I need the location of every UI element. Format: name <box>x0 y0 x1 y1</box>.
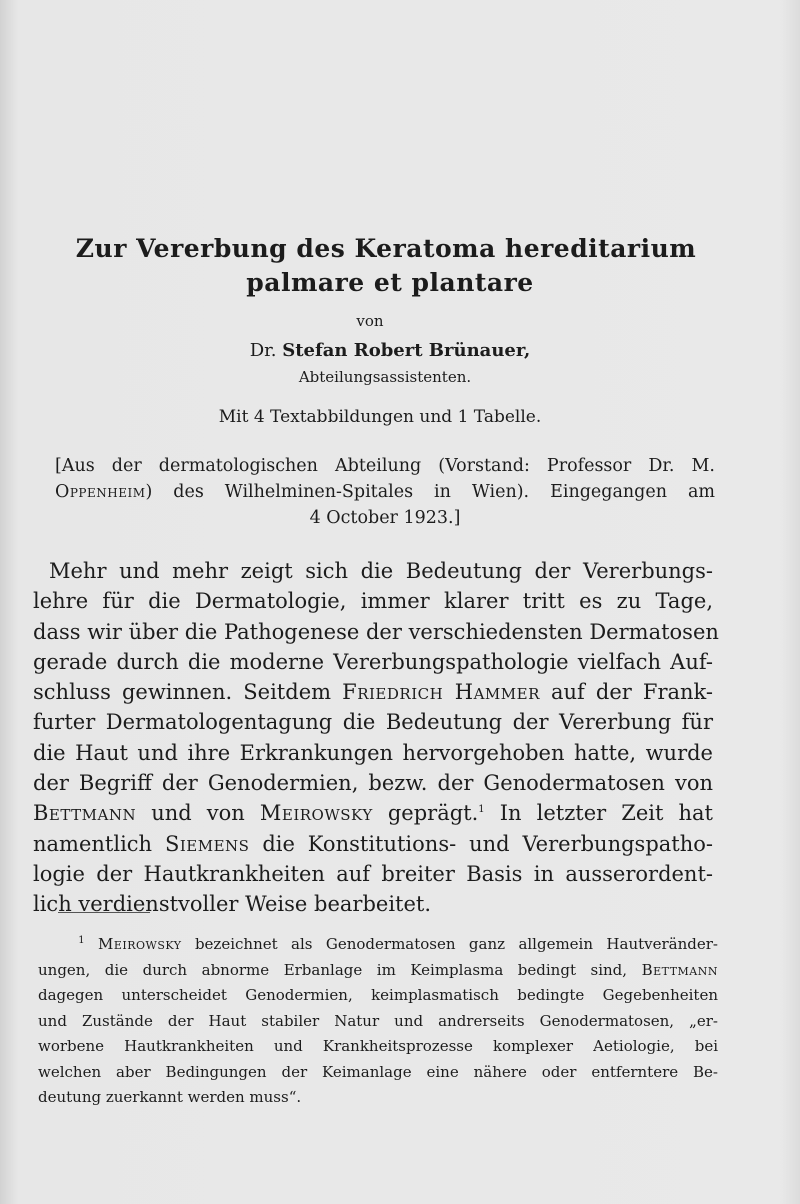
body-text: auf der Frank- <box>550 680 713 705</box>
body-line <box>33 677 713 707</box>
person-meirowsky: Meirowsky <box>259 801 373 826</box>
person-siemens: Siemens <box>164 831 250 856</box>
body-line: furter Dermatologentagung die Bedeutung der Vererbung für <box>33 710 713 735</box>
body-line: gerade durch die moderne Vererbungspathologie vielfach Auf- <box>33 649 713 674</box>
affiliation-line-1: [Aus der dermatologischen Abteilung (Vorstand: Professor Dr. M. <box>55 456 715 476</box>
footnote-line <box>38 932 718 958</box>
footnote-line: dagegen unterscheidet Genodermien, keimplasmatisch bedingte Gegebenheiten <box>38 986 718 1004</box>
footnote-text: ungen, die durch abnorme Erbanlage im Keimplasma bedingt sind, <box>38 960 628 979</box>
title-line-1: Zur Vererbung des Keratoma hereditarium <box>75 234 697 263</box>
body-line <box>33 829 713 859</box>
affiliation-line-3: 4 October 1923.] <box>309 508 461 528</box>
body-line: Mehr und mehr zeigt sich die Bedeutung der Vererbungs- <box>49 559 713 583</box>
figures-note: Mit 4 Textabbildungen und 1 Tabelle. <box>218 407 542 427</box>
author <box>150 340 630 361</box>
body-line: lehre für die Dermatologie, immer klarer tritt es zu Tage, <box>33 589 713 614</box>
body-text: In letzter Zeit hat <box>499 801 713 826</box>
footnote-line <box>38 958 718 984</box>
body-text: namentlich <box>33 831 153 856</box>
author-prefix: Dr. <box>249 340 277 361</box>
affiliation-line-2-rest: ) des Wilhelminen-Spitales in Wien). Eingegangen am <box>145 482 715 502</box>
footnote-divider <box>58 912 150 913</box>
footnote-line: deutung zuerkannt werden muss“. <box>38 1088 302 1106</box>
person-oppenheim: Oppenheim <box>55 482 146 502</box>
person-hammer: Friedrich Hammer <box>342 680 540 705</box>
person-bettmann-footnote: Bettmann <box>641 960 718 979</box>
body-line: lich verdienstvoller Weise bearbeitet. <box>33 892 432 917</box>
footnote-line: und Zustände der Haut stabiler Natur und andrerseits Genodermatosen, „er- <box>38 1011 718 1030</box>
title-line-2: palmare et plantare <box>246 268 534 297</box>
body-line: die Haut und ihre Erkrankungen hervorgehoben hatte, wurde <box>33 740 713 765</box>
body-text: schluss gewinnen. Seitdem <box>33 680 332 705</box>
footnote-line: welchen aber Bedingungen der Keimanlage eine nähere oder entferntere Be- <box>38 1062 718 1081</box>
body-line: der Begriff der Genodermien, bezw. der Genodermatosen von <box>33 771 713 796</box>
body-text: und von <box>151 801 245 826</box>
footnote-ref: 1 <box>478 804 485 816</box>
body-line: dass wir über die Pathogenese der verschiedensten Dermatosen <box>33 619 719 644</box>
person-bettmann: Bettmann <box>33 801 137 826</box>
affiliation-line-2 <box>55 479 715 505</box>
footnote <box>38 932 718 1111</box>
author-name: Stefan Robert Brünauer, <box>282 340 531 361</box>
footnote-line: worbene Hautkrankheiten und Krankheitsprozesse komplexer Aetiologie, bei <box>38 1037 718 1055</box>
body-line <box>33 798 713 828</box>
footnote-text: bezeichnet als Genodermatosen ganz allgemein Hautveränder- <box>194 935 718 953</box>
body-text: geprägt. <box>387 801 479 826</box>
body-text: die Konstitutions- und Vererbungspatho- <box>262 831 713 856</box>
body-line: logie der Hautkrankheiten auf breiter Basis in ausserordent- <box>33 861 713 886</box>
byline-von: von <box>356 312 384 330</box>
footnote-marker: 1 <box>78 935 85 946</box>
author-position: Abteilungsassistenten. <box>298 368 472 386</box>
affiliation <box>55 453 715 531</box>
person-meirowsky-footnote: Meirowsky <box>97 935 182 953</box>
body-paragraph <box>33 556 719 920</box>
